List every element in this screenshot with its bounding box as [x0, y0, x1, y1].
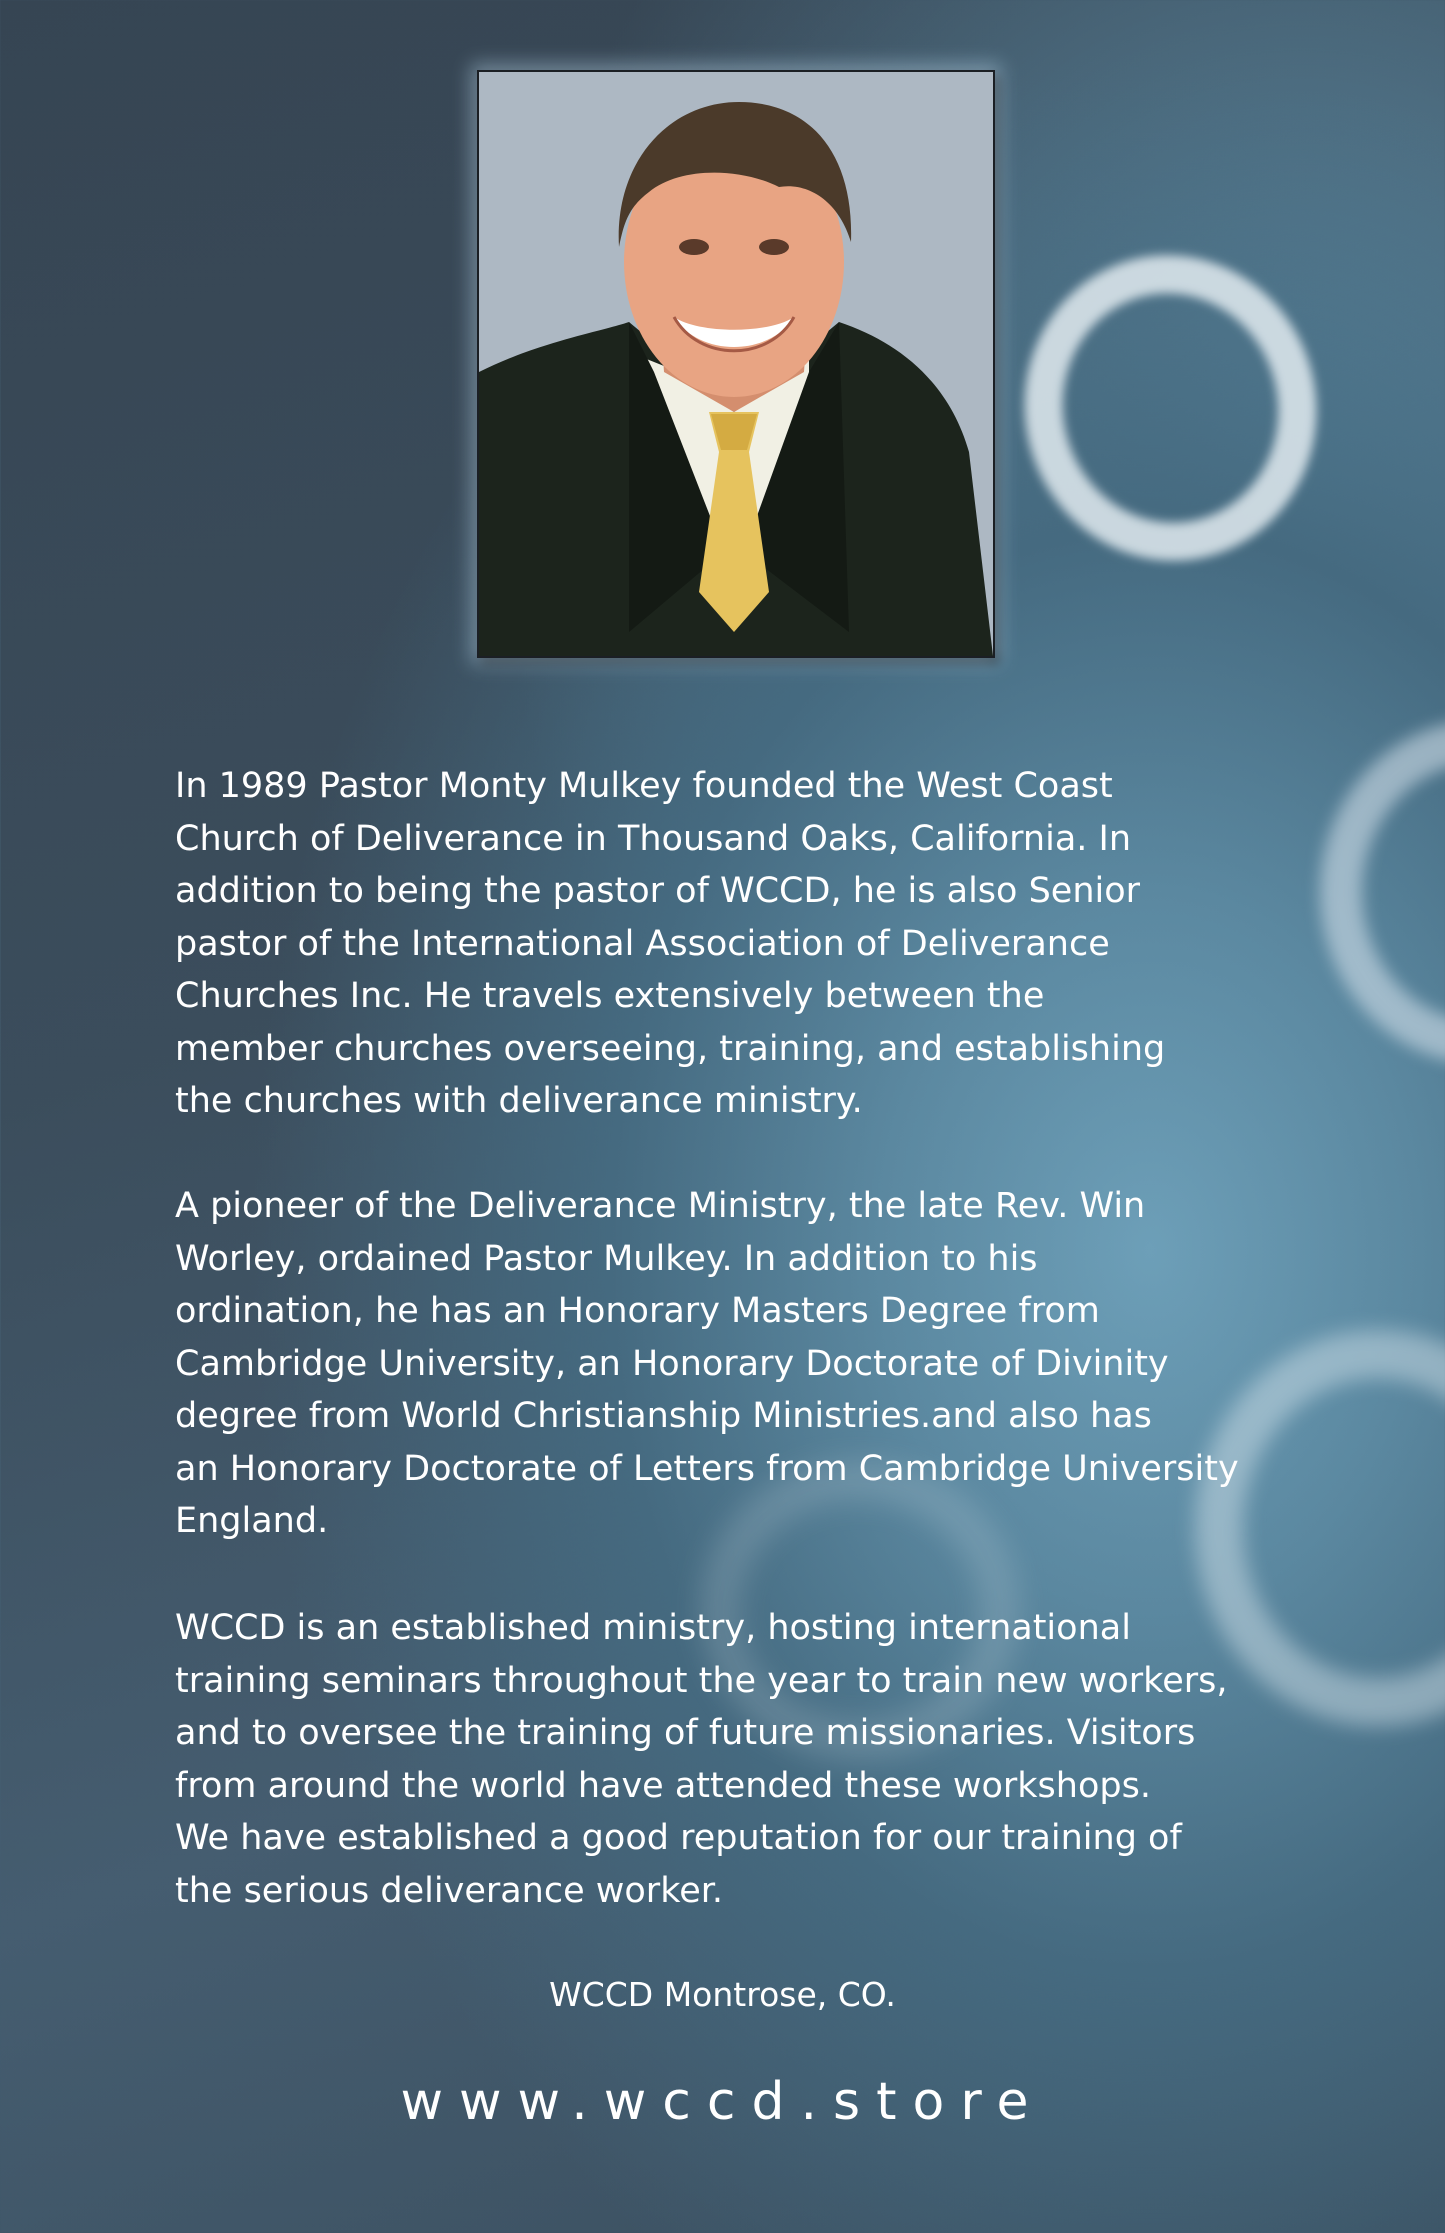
bio-paragraph-ordination: [175, 1180, 1295, 1548]
smoke-ring-decoration: [1320, 720, 1445, 1064]
bio-paragraph-founding: [175, 760, 1295, 1128]
paragraph-text: A pioneer of the Deliverance Ministry, the late Rev. Win Worley, ordained Pastor Mulkey. In addition to his ordination, he has an Honorary Masters Degree from Cambridge University, an Honorary Doctorate of Divinity degree from World Christianship Ministries.and also has an Honorary Doctorate of Letters from Cambridge University England.: [175, 1186, 1239, 1541]
bio-paragraph-ministry: [175, 1602, 1295, 1917]
pastor-portrait-photo: [477, 70, 995, 658]
portrait-illustration: [479, 72, 993, 656]
website-url: www.wccd.store: [400, 2072, 1045, 2132]
smoke-ring-decoration: [996, 228, 1344, 588]
paragraph-text: WCCD is an established ministry, hosting international training seminars throughout the year to train new workers, and to oversee the training of future missionaries. Visitors from around the world have attended these workshops. We have established a good reputation for our training of the serious deliverance worker.: [175, 1608, 1228, 1911]
paragraph-text: In 1989 Pastor Monty Mulkey founded the West Coast Church of Deliverance in Thousand Oaks, California. In addition to being the pastor of WCCD, he is also Senior pastor of the International Association of Deliverance Churches Inc. He travels extensively between the member churches overseeing, training, and establishing the churches with deliverance ministry.: [175, 766, 1166, 1121]
signature-location: WCCD Montrose, CO.: [549, 1975, 896, 2014]
